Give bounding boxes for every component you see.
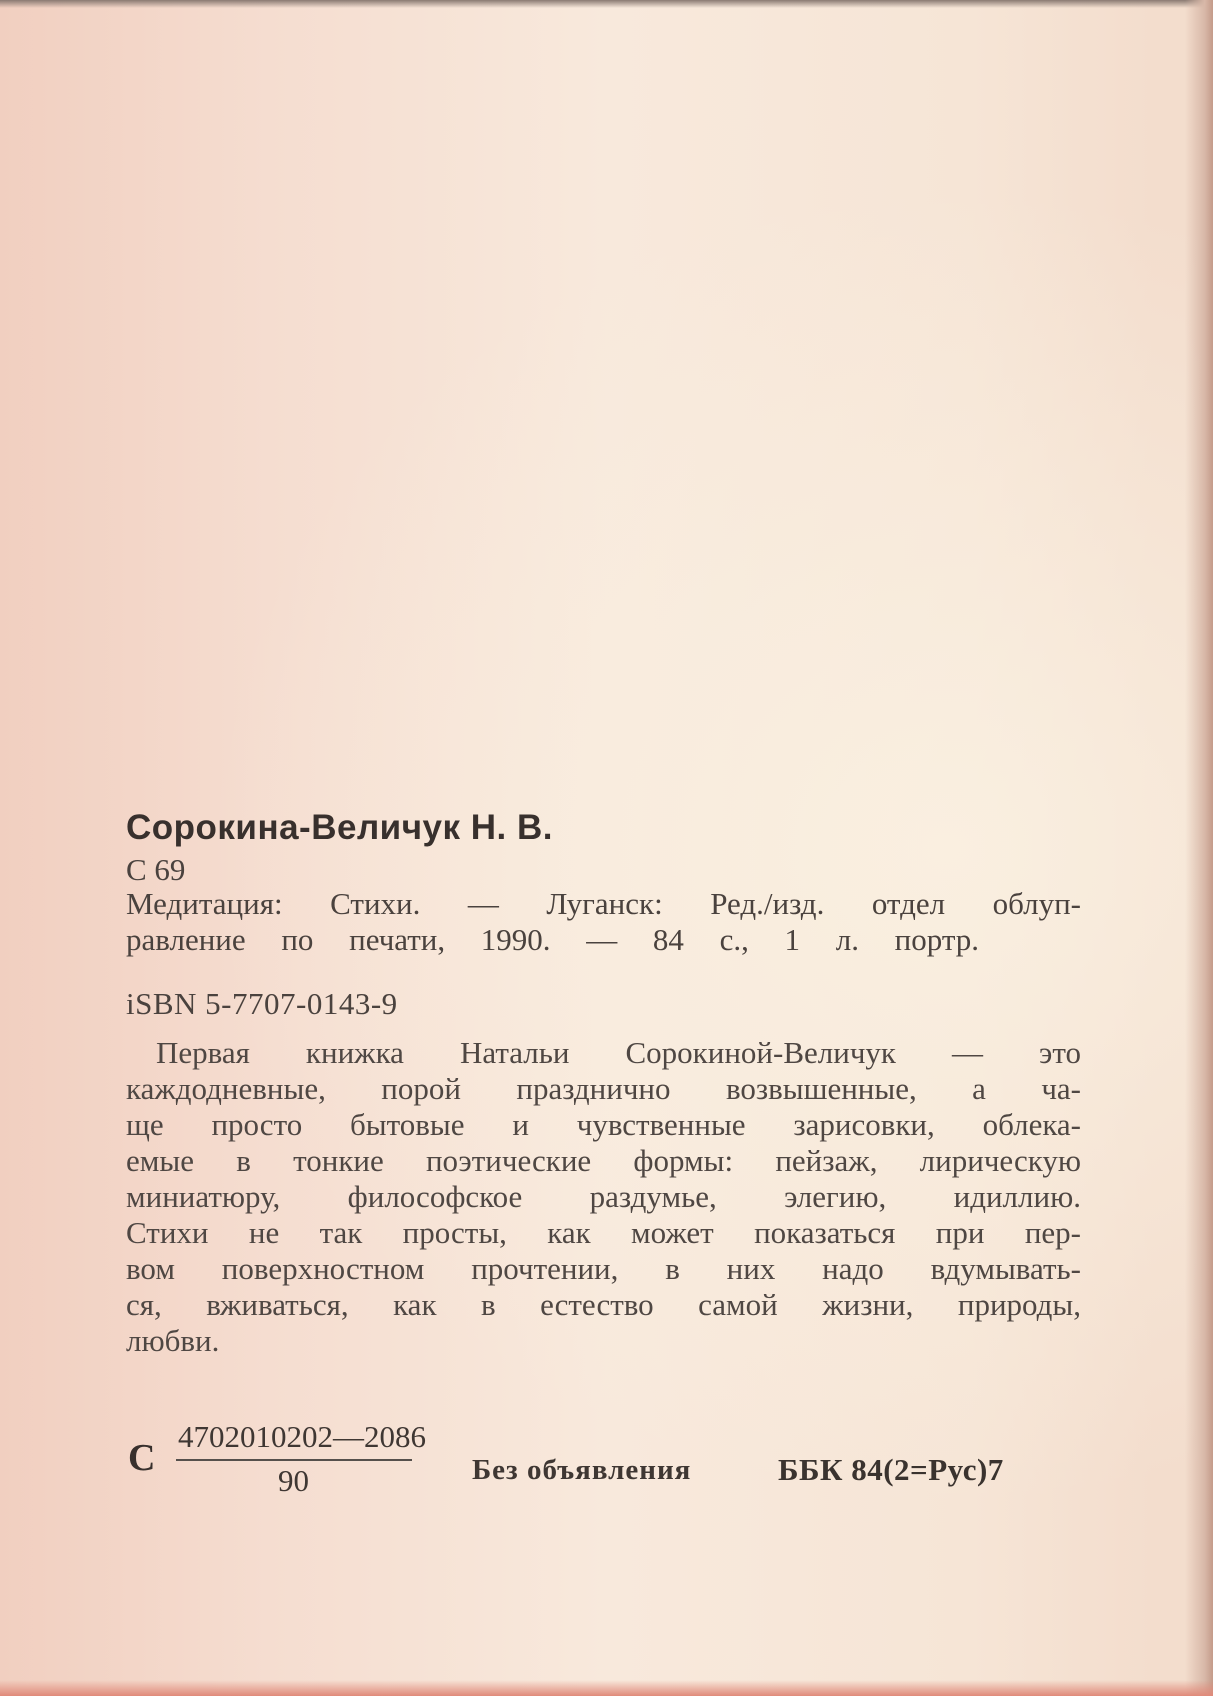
annotation-line: любви. [126,1323,220,1358]
biblio-line: равление по печати, 1990. — 84 с., 1 л. портр. [126,922,979,957]
price-code-denominator: 90 [278,1463,309,1498]
annotation-line: вом поверхностном прочтении, в них надо вдумывать- [126,1251,1081,1286]
bbk-classification: ББК 84(2=Рус)7 [778,1452,1004,1487]
price-code-numerator: 4702010202—2086 [178,1419,426,1454]
annotation-line: Первая книжка Натальи Сорокиной-Величук — это [156,1035,1081,1070]
annotation-line: ще просто бытовые и чувственные зарисовки, облека- [126,1107,1081,1142]
annotation-line: миниатюру, философское раздумье, элегию, идиллию. [126,1179,1081,1214]
annotation-line: ся, вживаться, как в естество самой жизни, природы, [126,1287,1081,1322]
page-bottom-edge [0,1680,1213,1696]
annotation-line: Стихи не так просты, как может показаться при пер- [126,1215,1081,1250]
catalog-index: С 69 [126,852,186,887]
annotation-line: каждодневные, порой празднично возвышенные, а ча- [126,1071,1081,1106]
bibliographic-description [126,886,1081,958]
annotation-line: емые в тонкие поэтические формы: пейзаж, лирическую [126,1143,1081,1178]
page-right-edge [1185,0,1213,1696]
annotation-paragraph [126,1035,1081,1359]
fraction-rule [176,1459,412,1461]
no-announcement-note: Без объявления [472,1454,692,1486]
isbn-number: iSBN 5-7707-0143-9 [126,986,398,1021]
author-heading: Сорокина-Величук Н. В. [126,808,553,847]
page-top-edge [0,0,1213,8]
biblio-line: Медитация: Стихи. — Луганск: Ред./изд. отдел облуп- [126,886,1081,921]
price-code-letter: С [128,1437,156,1479]
